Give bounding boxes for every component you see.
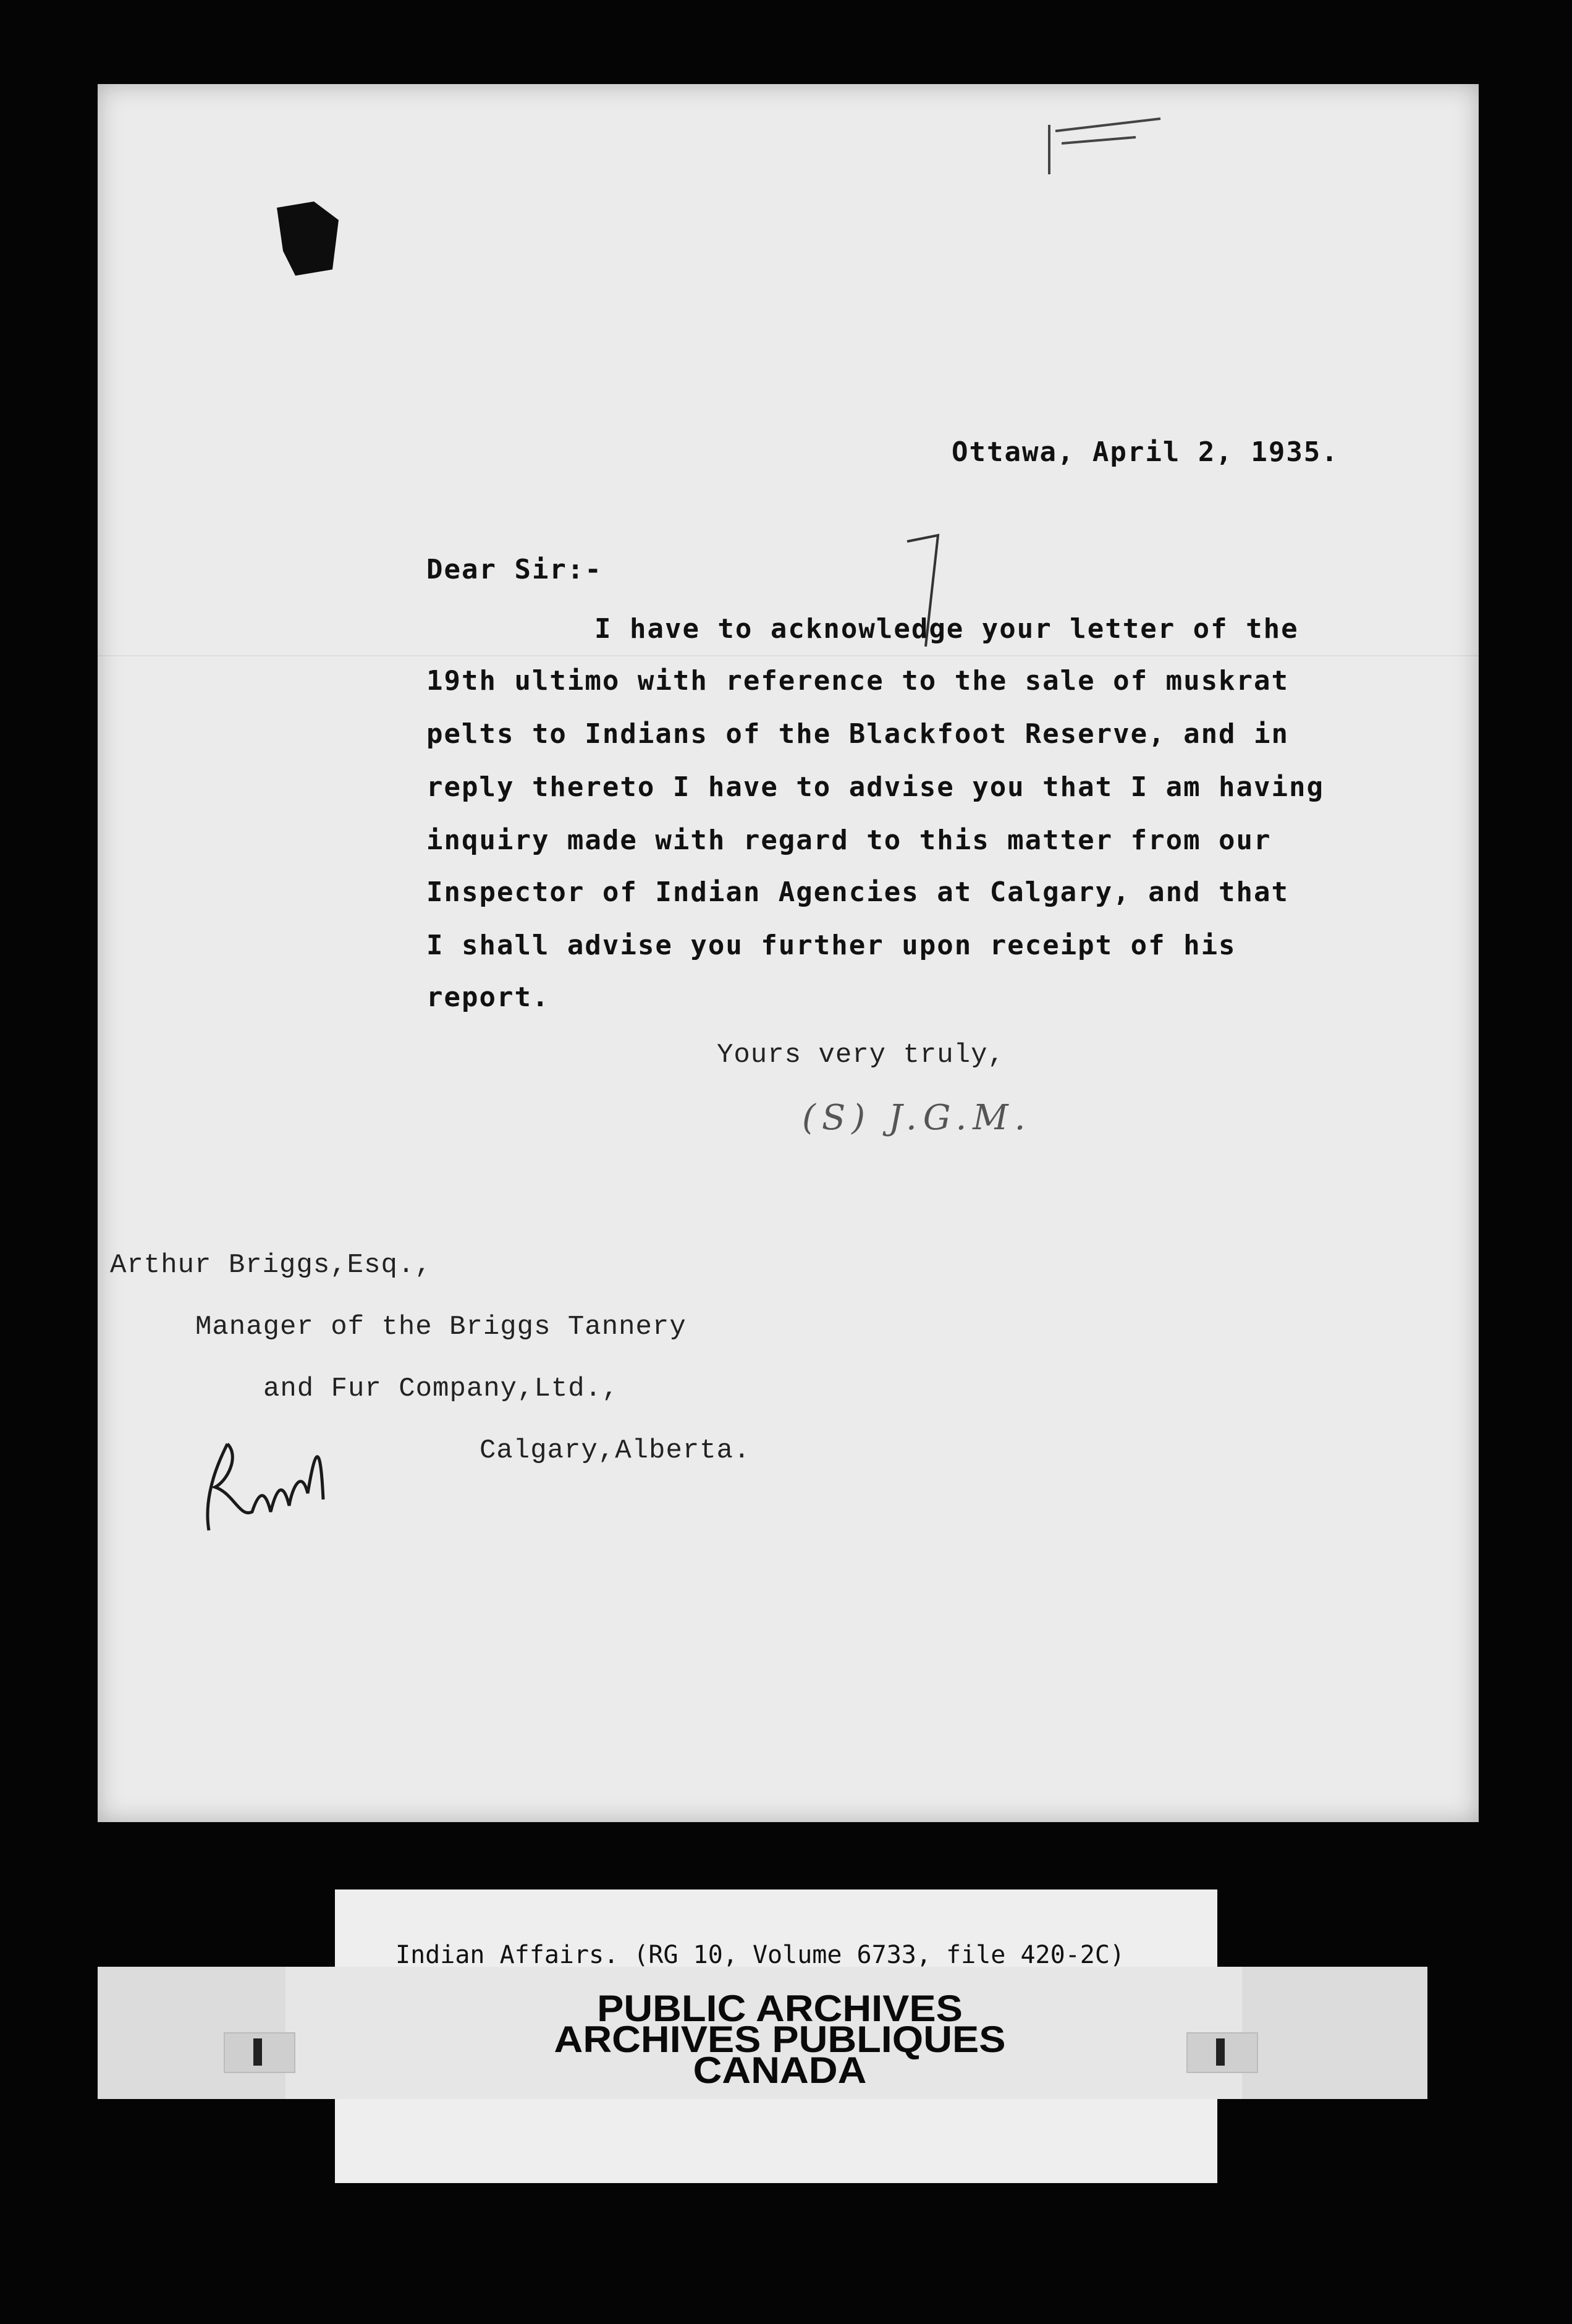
letter-page bbox=[98, 84, 1479, 1822]
handwritten-signature bbox=[184, 1419, 345, 1543]
body-line: report. bbox=[426, 982, 550, 1013]
corner-pencil-mark bbox=[1037, 100, 1185, 187]
ink-blot bbox=[271, 195, 345, 282]
address-line: Calgary,Alberta. bbox=[480, 1435, 751, 1466]
letter-date: Ottawa, April 2, 1935. bbox=[952, 436, 1339, 468]
archive-reference: Indian Affairs. (RG 10, Volume 6733, file 420-2C) bbox=[395, 1941, 1125, 1969]
address-line: Manager of the Briggs Tannery bbox=[195, 1312, 687, 1342]
address-line: and Fur Company,Ltd., bbox=[263, 1373, 619, 1404]
body-line: inquiry made with regard to this matter from our bbox=[426, 825, 1272, 856]
address-line: Arthur Briggs,Esq., bbox=[110, 1250, 432, 1281]
body-line: I shall advise you further upon receipt of his bbox=[426, 930, 1236, 961]
closing: Yours very truly, bbox=[717, 1040, 1005, 1071]
body-line: pelts to Indians of the Blackfoot Reserve, and in bbox=[426, 718, 1290, 750]
stamp-line: CANADA bbox=[693, 2050, 867, 2091]
stamp-line: PUBLIC ARCHIVES bbox=[597, 1988, 963, 2029]
clip-icon bbox=[1186, 2032, 1258, 2073]
body-line: I have to acknowledge your letter of the bbox=[594, 613, 1299, 645]
body-line: Inspector of Indian Agencies at Calgary, and that bbox=[426, 876, 1290, 908]
page-fold bbox=[98, 655, 1479, 656]
stamp-line: ARCHIVES PUBLIQUES bbox=[554, 2019, 1006, 2060]
body-line: 19th ultimo with reference to the sale of muskrat bbox=[426, 665, 1290, 697]
signature-initials: (S) J.G.M. bbox=[802, 1098, 1032, 1138]
archive-stamp bbox=[533, 1988, 1027, 2091]
clip-icon bbox=[224, 2032, 295, 2073]
body-line: reply thereto I have to advise you that I am having bbox=[426, 771, 1325, 803]
salutation: Dear Sir:- bbox=[426, 554, 602, 585]
